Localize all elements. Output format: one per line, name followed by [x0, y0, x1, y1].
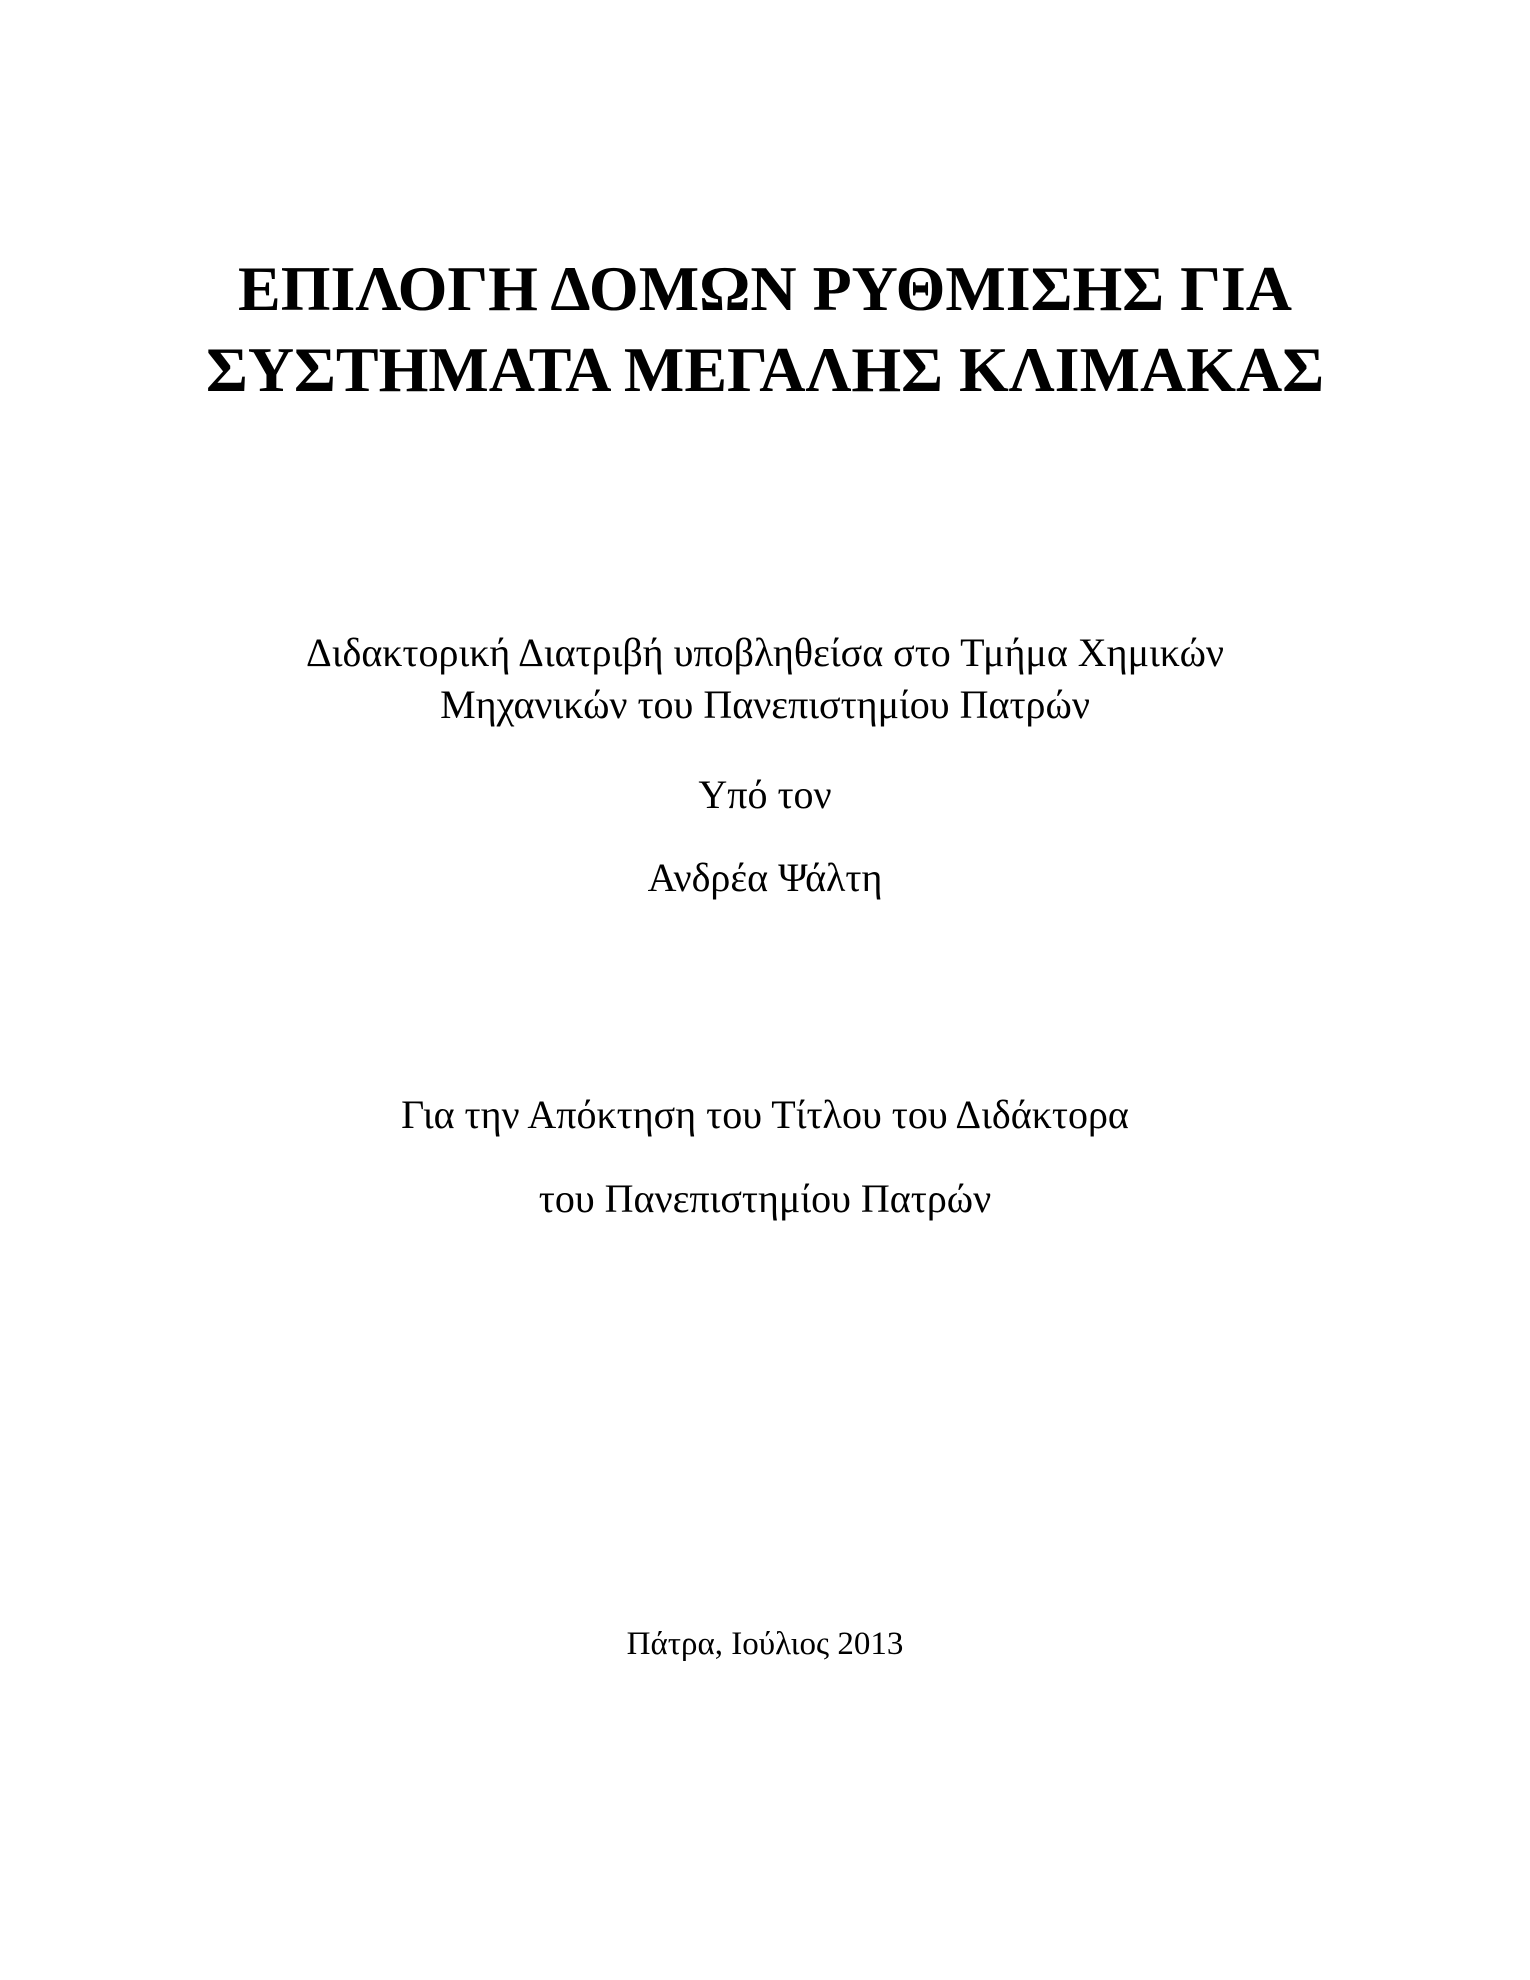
submission-line-2: Μηχανικών του Πανεπιστημίου Πατρών [440, 682, 1090, 727]
purpose-line-2: του Πανεπιστημίου Πατρών [538, 1176, 992, 1221]
purpose-line-1: Για την Απόκτηση του Τίτλου του Διδάκτορα [401, 1092, 1129, 1137]
author-name: Ανδρέα Ψάλτη [647, 855, 883, 900]
place-date: Πάτρα, Ιούλιος 2013 [626, 1626, 904, 1662]
submission-line-1: Διδακτορική Διατριβή υποβληθείσα στο Τμήμα Χημικών [305, 630, 1225, 675]
by-label: Υπό τον [698, 772, 832, 817]
title-line-2: ΣΥΣΤΗΜΑΤΑ ΜΕΓΑΛΗΣ ΚΛΙΜΑΚΑΣ [205, 334, 1325, 405]
title-line-1: ΕΠΙΛΟΓΗ ΔΟΜΩΝ ΡΥΘΜΙΣΗΣ ΓΙΑ [238, 253, 1292, 324]
